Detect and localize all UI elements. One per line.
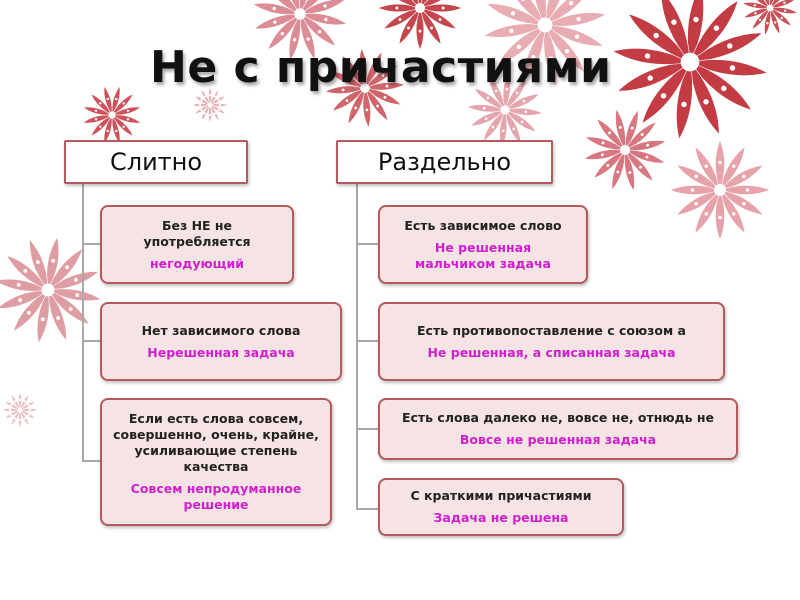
rule-text: С краткими причастиями [410,488,592,503]
rule-box-separate-4 [378,478,624,536]
example-text: негодующий [150,255,244,271]
example-text: Не решенная мальчиком задача [415,239,551,271]
left-branch-3 [82,460,102,462]
rule-text: Без НЕ не употребляется [143,217,251,249]
flower-7 [572,97,678,203]
right-branch-3 [356,428,380,430]
rule-text: Если есть слова совсем, совершенно, очень, крайне, усиливающие степень качества [113,411,319,474]
flower-12 [0,227,111,352]
right-branch-4 [356,508,380,510]
rule-box-separate-2 [378,302,725,381]
header-separate: Раздельно [336,140,553,184]
rule-text: Нет зависимого слова [141,322,301,338]
left-connector-line [82,184,84,462]
rule-box-together-1 [100,205,294,284]
flower-8 [652,122,789,259]
header-together: Слитно [64,140,248,184]
rule-box-together-2 [100,302,342,381]
rule-text: Есть слова далеко не, вовсе не, отнюдь не [401,410,715,425]
flower-13 [2,392,38,428]
example-text: Вовсе не решенная задача [459,432,657,447]
example-text: Нерешенная задача [147,344,295,360]
right-branch-1 [356,243,380,245]
rule-box-together-3 [100,398,332,526]
example-text: Задача не решена [433,510,569,525]
rule-text: Есть зависимое слово [404,217,562,233]
left-branch-2 [82,340,102,342]
example-text: Не решенная, а списанная задача [427,344,676,360]
example-text: Совсем непродуманное решение [130,481,302,512]
rule-box-separate-3 [378,398,738,460]
left-branch-1 [82,243,102,245]
page-title: Не с причастиями [150,42,612,93]
rule-box-separate-1 [378,205,588,284]
right-branch-2 [356,340,380,342]
right-connector-line [356,184,358,510]
rule-text: Есть противопоставление с союзом а [417,322,686,338]
